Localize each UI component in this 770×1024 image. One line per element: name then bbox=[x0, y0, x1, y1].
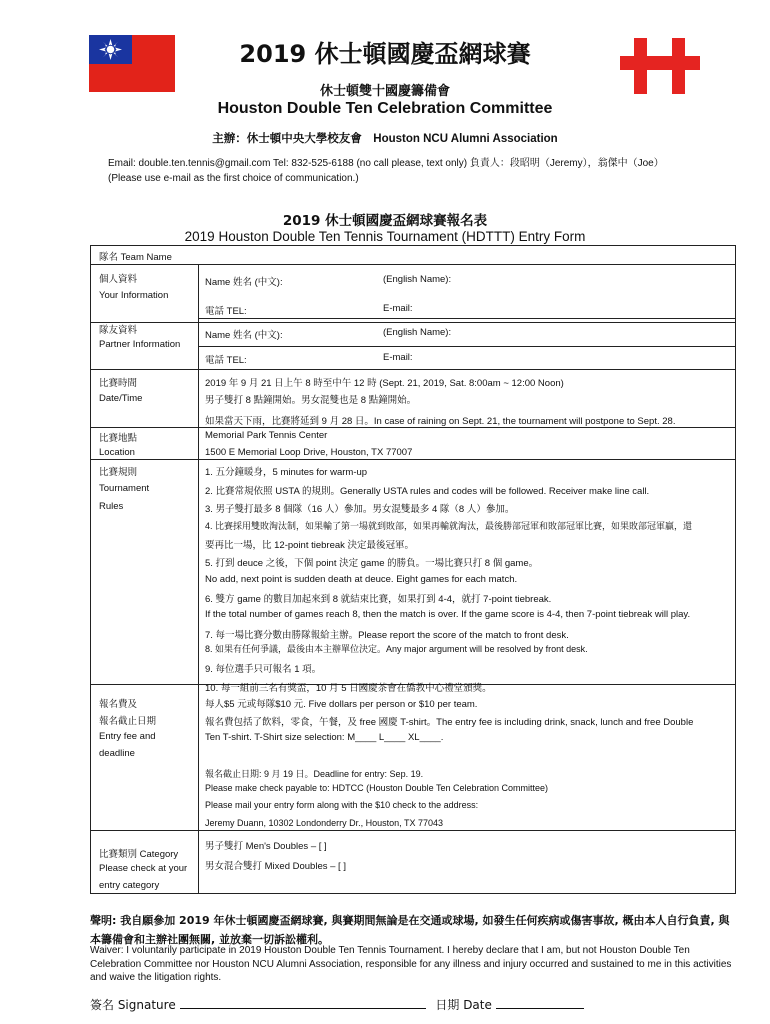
location-line-1: Memorial Park Tennis Center bbox=[205, 430, 328, 441]
row-divider bbox=[91, 322, 735, 323]
category-mixed-doubles-checkbox[interactable]: 男女混合雙打 Mixed Doubles – [ ] bbox=[205, 861, 346, 872]
rule-1: 1. 五分鐘暖身，5 minutes for warm-up bbox=[205, 467, 368, 478]
row-divider bbox=[91, 369, 735, 370]
partner-email-field[interactable]: E-mail: bbox=[383, 352, 413, 363]
column-divider bbox=[198, 264, 199, 894]
waiver-text: Waiver: I voluntarily participate in 2019 Houston Double Ten Tennis Tournament. I hereby declare that I am, but not Houston Double Ten Celebration Committee nor Houston NCU Alumni Association, responsible for any illness and injury occurred and sustained to me in this activities and waive the litigation rights. bbox=[90, 945, 732, 983]
rule-8: 8. 如果有任何爭議，最後由本主辦單位決定。Any major argument will be resolved by front desk. bbox=[205, 644, 588, 654]
signature-field[interactable] bbox=[180, 996, 426, 1009]
category-label-2: Please check at your bbox=[99, 863, 188, 874]
fee-line-2: 報名費包括了飲料，零食，午餐，及 free 國慶 T-shirt。The entry fee is including drink, snack, lunch and free Double bbox=[205, 717, 694, 728]
fee-label-en-1: Entry fee and bbox=[99, 731, 156, 742]
rule-9: 9. 每位選手只可報名 1 項。 bbox=[205, 664, 322, 675]
rule-6-en: If the total number of games reach 8, then the match is over. If the game score is 4-4, then 7-point tiebreak will play. bbox=[205, 609, 691, 620]
rule-10: 10. 每一組前三名有獎盃，10 月 5 日國慶茶會在僑教中心禮堂頒獎。 bbox=[205, 683, 492, 694]
contact-line-1: Email: double.ten.tennis@gmail.com Tel: 832-525-6188 (no call please, text only) 負責人：段昭明（Jeremy），翁傑中（Joe） bbox=[108, 158, 664, 169]
time-line-3: 如果當天下雨，比賽將延到 9 月 28 日。In case of raining on Sept. 21, the tournament will postpone to Sept. 28. bbox=[205, 416, 676, 427]
row-divider bbox=[91, 264, 735, 265]
category-label-3: entry category bbox=[99, 880, 160, 891]
location-line-2: 1500 E Memorial Loop Drive, Houston, TX 77007 bbox=[205, 447, 413, 458]
fee-line-1: 每人$5 元或每隊$10 元. Five dollars per person or $10 per team. bbox=[205, 699, 478, 710]
partner-name-field[interactable]: Name 姓名 (中文): bbox=[205, 330, 283, 341]
time-line-2: 男子雙打 8 點鐘開始。男女混雙也是 8 點鐘開始。 bbox=[205, 395, 417, 406]
date-label: 日期 Date bbox=[435, 998, 492, 1012]
fee-deadline: 報名截止日期: 9 月 19 日。Deadline for entry: Sep. 19. bbox=[205, 769, 424, 779]
rule-5-en: No add, next point is sudden death at deuce. Eight games for each match. bbox=[205, 574, 518, 585]
personal-label-cn: 個人資料 bbox=[99, 274, 138, 285]
committee-name-en: Houston Double Ten Celebration Committee bbox=[217, 100, 553, 117]
personal-english-name-field[interactable]: (English Name): bbox=[383, 274, 452, 285]
rule-5: 5. 打到 deuce 之後，下個 point 決定 game 的勝負。一場比賽只打 8 個 game。 bbox=[205, 558, 539, 569]
fee-label-cn-1: 報名費及 bbox=[99, 699, 138, 710]
category-label-1: 比賽類別 Category bbox=[99, 849, 179, 860]
rules-label-en-2: Rules bbox=[99, 501, 124, 512]
rule-3: 3. 男子雙打最多 8 個隊（16 人）參加。男女混雙最多 4 隊（8 人）參加。 bbox=[205, 504, 515, 515]
category-mens-doubles-checkbox[interactable]: 男子雙打 Men's Doubles – [ ] bbox=[205, 841, 327, 852]
page-title: 2019 休士頓國慶盃網球賽 bbox=[239, 40, 531, 68]
row-divider bbox=[198, 318, 735, 319]
rule-6: 6. 雙方 game 的數目加起來到 8 就結束比賽，如果打到 4-4，就打 7-point tiebreak. bbox=[205, 594, 552, 605]
rule-4b: 要再比一場，比 12-point tiebreak 決定最後冠軍。 bbox=[205, 540, 415, 551]
personal-label-en: Your Information bbox=[99, 290, 169, 301]
rule-4a: 4. 比賽採用雙敗淘汰制，如果輸了第一場就到敗部，如果再輸就淘汰，最後勝部冠軍和敗部冠軍比賽，如果敗部冠軍贏，還 bbox=[205, 521, 693, 531]
team-name-field[interactable]: 隊名 Team Name bbox=[99, 252, 172, 263]
location-label-en: Location bbox=[99, 447, 135, 458]
partner-label-en: Partner Information bbox=[99, 339, 181, 350]
partner-tel-field[interactable]: 電話 TEL: bbox=[205, 355, 247, 366]
tshirt-size-selection[interactable]: Ten T-shirt. T-Shirt size selection: M____ L____ XL____. bbox=[205, 732, 444, 743]
host-line: 主辦：休士頓中央大學校友會 Houston NCU Alumni Association bbox=[212, 133, 558, 145]
fee-payable: Please make check payable to: HDTCC (Houston Double Ten Celebration Committee) bbox=[205, 783, 548, 793]
committee-name-cn: 休士頓雙十國慶籌備會 bbox=[319, 84, 450, 99]
location-label-cn: 比賽地點 bbox=[99, 433, 138, 444]
rule-7: 7. 每一場比賽分數由勝隊報給主辦。Please report the score of the match to front desk. bbox=[205, 630, 569, 641]
form-title-cn: 2019 休士頓國慶盃網球賽報名表 bbox=[282, 213, 488, 229]
time-label-en: Date/Time bbox=[99, 393, 143, 404]
contact-line-2: (Please use e-mail as the first choice of communication.) bbox=[108, 173, 359, 184]
row-divider bbox=[91, 427, 735, 428]
personal-name-field[interactable]: Name 姓名 (中文): bbox=[205, 277, 283, 288]
fee-label-en-2: deadline bbox=[99, 748, 135, 759]
date-field[interactable] bbox=[496, 996, 584, 1009]
rules-label-cn: 比賽規則 bbox=[99, 467, 138, 478]
time-line-1: 2019 年 9 月 21 日上午 8 時至中午 12 時 (Sept. 21, 2019, Sat. 8:00am ~ 12:00 Noon) bbox=[205, 378, 564, 389]
row-divider bbox=[91, 459, 735, 460]
signature-line bbox=[90, 996, 584, 1013]
contact-info bbox=[108, 156, 664, 186]
row-divider bbox=[91, 830, 735, 831]
fee-mail-instruction: Please mail your entry form along with the $10 check to the address: bbox=[205, 800, 479, 810]
declaration-cn: 聲明: 我自願參加 2019 年休士頓國慶盃網球賽, 與賽期間無論是在交通或球場, 如發生任何疾病或傷害事故, 概由本人自行負責, 與本籌備會和主辦社團無關, 並放棄一切訴訟權利。 bbox=[90, 914, 730, 946]
personal-email-field[interactable]: E-mail: bbox=[383, 303, 413, 314]
personal-tel-field[interactable]: 電話 TEL: bbox=[205, 306, 247, 317]
fee-label-cn-2: 報名截止日期 bbox=[99, 716, 157, 727]
entry-form bbox=[90, 245, 736, 894]
row-divider bbox=[198, 346, 735, 347]
rule-2: 2. 比賽常規依照 USTA 的規則。Generally USTA rules and codes will be followed. Receiver make line call. bbox=[205, 486, 650, 497]
partner-english-name-field[interactable]: (English Name): bbox=[383, 327, 452, 338]
time-label-cn: 比賽時間 bbox=[99, 378, 138, 389]
fee-mail-address: Jeremy Duann, 10302 Londonderry Dr., Houston, TX 77043 bbox=[205, 818, 443, 828]
rules-label-en-1: Tournament bbox=[99, 483, 150, 494]
signature-label: 簽名 Signature bbox=[90, 998, 176, 1012]
partner-label-cn: 隊友資料 bbox=[99, 325, 138, 336]
form-title-en: 2019 Houston Double Ten Tennis Tournament (HDTTT) Entry Form bbox=[184, 229, 586, 244]
